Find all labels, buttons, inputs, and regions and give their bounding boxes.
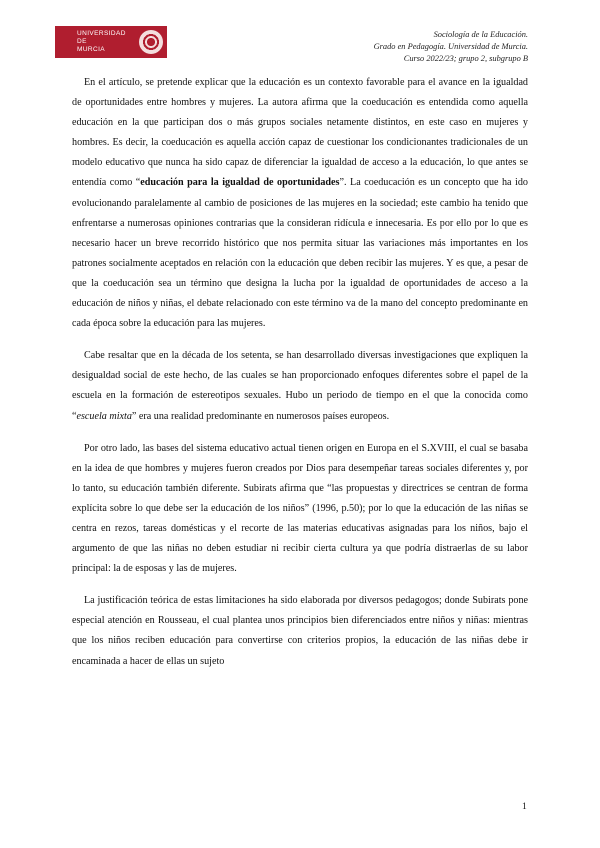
document-body: [72, 73, 528, 684]
seal-icon: [139, 30, 163, 54]
logo-wordmark: [55, 30, 137, 54]
paragraph-3: Por otro lado, las bases del sistema educativo actual tienen origen en Europa en el S.XVIII, el cual se basaba en la idea de que hombres y mujeres fueron creados por Dios para desempeñar tareas sociales diferentes y, por lo tanto, su educación también diferente. Subirats afirma que “las propuestas y directrices se centran de forma explícita sobre lo que debe ser la educación de los niños” (1996, p.50); por lo que la educación de las niñas se centra en rezos, tareas domésticas y el recorte de las materias educativas asignadas para los niños, bajo el argumento de que las niñas no deben estudiar ni recibir cierta cultura ya que podría distraerlas de su labor principal: la de esposas y las de mujeres.: [72, 442, 528, 575]
paragraph-1: [72, 73, 528, 334]
paragraph-2: [72, 346, 528, 426]
paragraph-2-text-b: ” era una realidad predominante en numerosos países europeos.: [131, 410, 390, 422]
paragraph-1-bold-term: educación para la igualdad de oportunidades: [140, 177, 340, 189]
logo-line-1: UNIVERSIDAD DE: [77, 30, 126, 45]
paragraph-2-italic-term: escuela mixta: [76, 410, 132, 422]
paragraph-1-text-a: En el artículo, se pretende explicar que la educación es un contexto favorable para el avance en la igualdad de oportunidades entre hombres y mujeres. La autora afirma que la coeducación es entendida como aquella educación en la que participan dos o más grupos sociales netamente distintos, en este caso en mujeres y hombres. Es decir, la coeducación es aquella acción capaz de cuestionar los condicionantes tradicionales de un modelo educativo que nunca ha sido capaz de diferenciar la igualdad de acceso a la educación, lo que antes se entendía como “: [72, 77, 528, 189]
paragraph-4: La justificación teórica de estas limitaciones ha sido elaborada por diversos pedagogos; donde Subirats pone especial atención en Rousseau, el cual plantea unos principios bien diferenciados entre niños y niñas: mientras que los niños reciben educación para convertirse con criterios propios, la educación de las niñas debe ir encaminada a hacer de ellas un sujeto: [72, 595, 528, 667]
page-header: [374, 29, 528, 65]
paragraph-1-text-b: ”. La coeducación es un concepto que ha ido evolucionando paralelamente al cambio de posiciones de las mujeres en la sociedad; este cambio ha tenido que enfrentarse a numerosas opiniones contrarias que la consideran ridícula e innecesaria. Es por ello por lo que es necesario hacer un breve recorrido histórico que nos permita situar las variaciones más importantes en los patrones socialmente aceptados en relación con la educación que deben recibir las mujeres. Y es que, a pesar de que la coeducación sea un término que designa la lucha por la igualdad de oportunidades de acceso a la educación de niños y niñas, el debate relacionado con este término va de la mano del concepto predominante en cada época sobre la educación para las mujeres.: [72, 177, 528, 330]
paragraph-2-text-a: Cabe resaltar que en la década de los setenta, se han desarrollado diversas investigaciones que expliquen la desigualdad social de este hecho, de las cuales se han proporcionado enfoques diferentes sobre el papel de la escuela en la formación de estereotipos sexuales. Hubo un periodo de tiempo en el que la conocida como “: [72, 350, 528, 422]
university-logo: [55, 26, 167, 58]
header-course: Curso 2022/23; grupo 2, subgrupo B: [403, 54, 528, 63]
logo-line-2: MURCIA: [77, 46, 106, 53]
header-subject: Sociología de la Educación.: [433, 30, 528, 39]
header-degree: Grado en Pedagogía. Universidad de Murcia.: [373, 42, 528, 51]
page-number: 1: [522, 802, 527, 812]
